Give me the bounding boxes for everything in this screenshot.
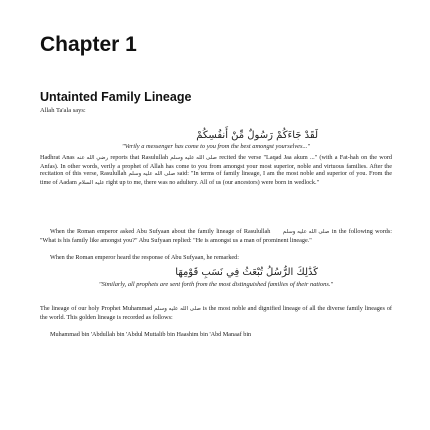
text-run: When the Roman emperor heard the response of Abu Sufyaan, he remarked: (50, 254, 239, 261)
text-run: recited the verse "Laqad Jaa akum ..." (with a Fat-hah on the word Anfas). In other words, verily a prophet of Allah has come to you from amongst your most superior, noble and virtuous families. After the recitation of this verse, Rasulullah (40, 154, 392, 178)
verse-arabic-1: لَقَدْ جَاءَكُمْ رَسُولٌ مِّنْ أَنفُسِكُمْ (196, 130, 318, 141)
paragraph-emperor-remark (40, 254, 392, 262)
text-run: The lineage of our holy Prophet Muhammad (40, 305, 155, 312)
honorific-glyph: صلى الله عليه وسلم (170, 155, 217, 161)
paragraph-anas-report (40, 154, 392, 188)
section-lead: Allah Ta'ala says: (40, 107, 86, 114)
text-run: right up to me, there was no adultery. All of us (our ancestors) were born in wedlock." (104, 179, 320, 187)
honorific-glyph: صلى الله عليه وسلم (282, 229, 330, 235)
honorific-glyph: صلى الله عليه وسلم (154, 306, 201, 312)
honorific-glyph: عليه السلام (78, 180, 105, 187)
text-run: said: "In terms of family lineage, I am the most noble and superior of you. From the time of Aadam (40, 170, 393, 187)
text-run: Hadhrat Anas (40, 154, 77, 161)
text-run: When the Roman emperor asked Abu Sufyaan about the family lineage of Rasulullah (50, 228, 273, 235)
paragraph-noble-lineage (40, 305, 392, 321)
text-run: is the most noble and dignified lineage of all the diverse family lineages of the world. This golden lineage is recorded as follows: (40, 305, 392, 321)
verse-translation-2: "Similarly, all prophets are sent forth from the most distinguished families of their nations." (98, 281, 334, 288)
honorific-glyph: رضي الله عنه (76, 155, 109, 161)
paragraph-roman-emperor (40, 228, 392, 244)
chapter-title: Chapter 1 (40, 33, 137, 56)
honorific-glyph: صلى الله عليه وسلم (128, 171, 176, 178)
text-run: reports that Rasulullah (108, 154, 171, 161)
text-run: in the following words: "What is his family like amongst you?" Abu Sufyaan replied: "He is amongst us a man of prominent lineage." (40, 228, 392, 244)
paragraph-lineage-list (40, 331, 392, 339)
text-run: Muhammad bin 'Abdullah bin 'Abdul Muttalib bin Haashim bin 'Abd Manaaf bin (50, 331, 252, 338)
verse-arabic-2: كَذَٰلِكَ الرُّسُلُ تُبْعَثُ فِي نَسَبِ قَوْمِهَا (175, 267, 318, 278)
verse-translation-1: "Verily a messenger has come to you from the best amongst yourselves..." (122, 143, 310, 150)
section-title: Untainted Family Lineage (40, 90, 192, 104)
